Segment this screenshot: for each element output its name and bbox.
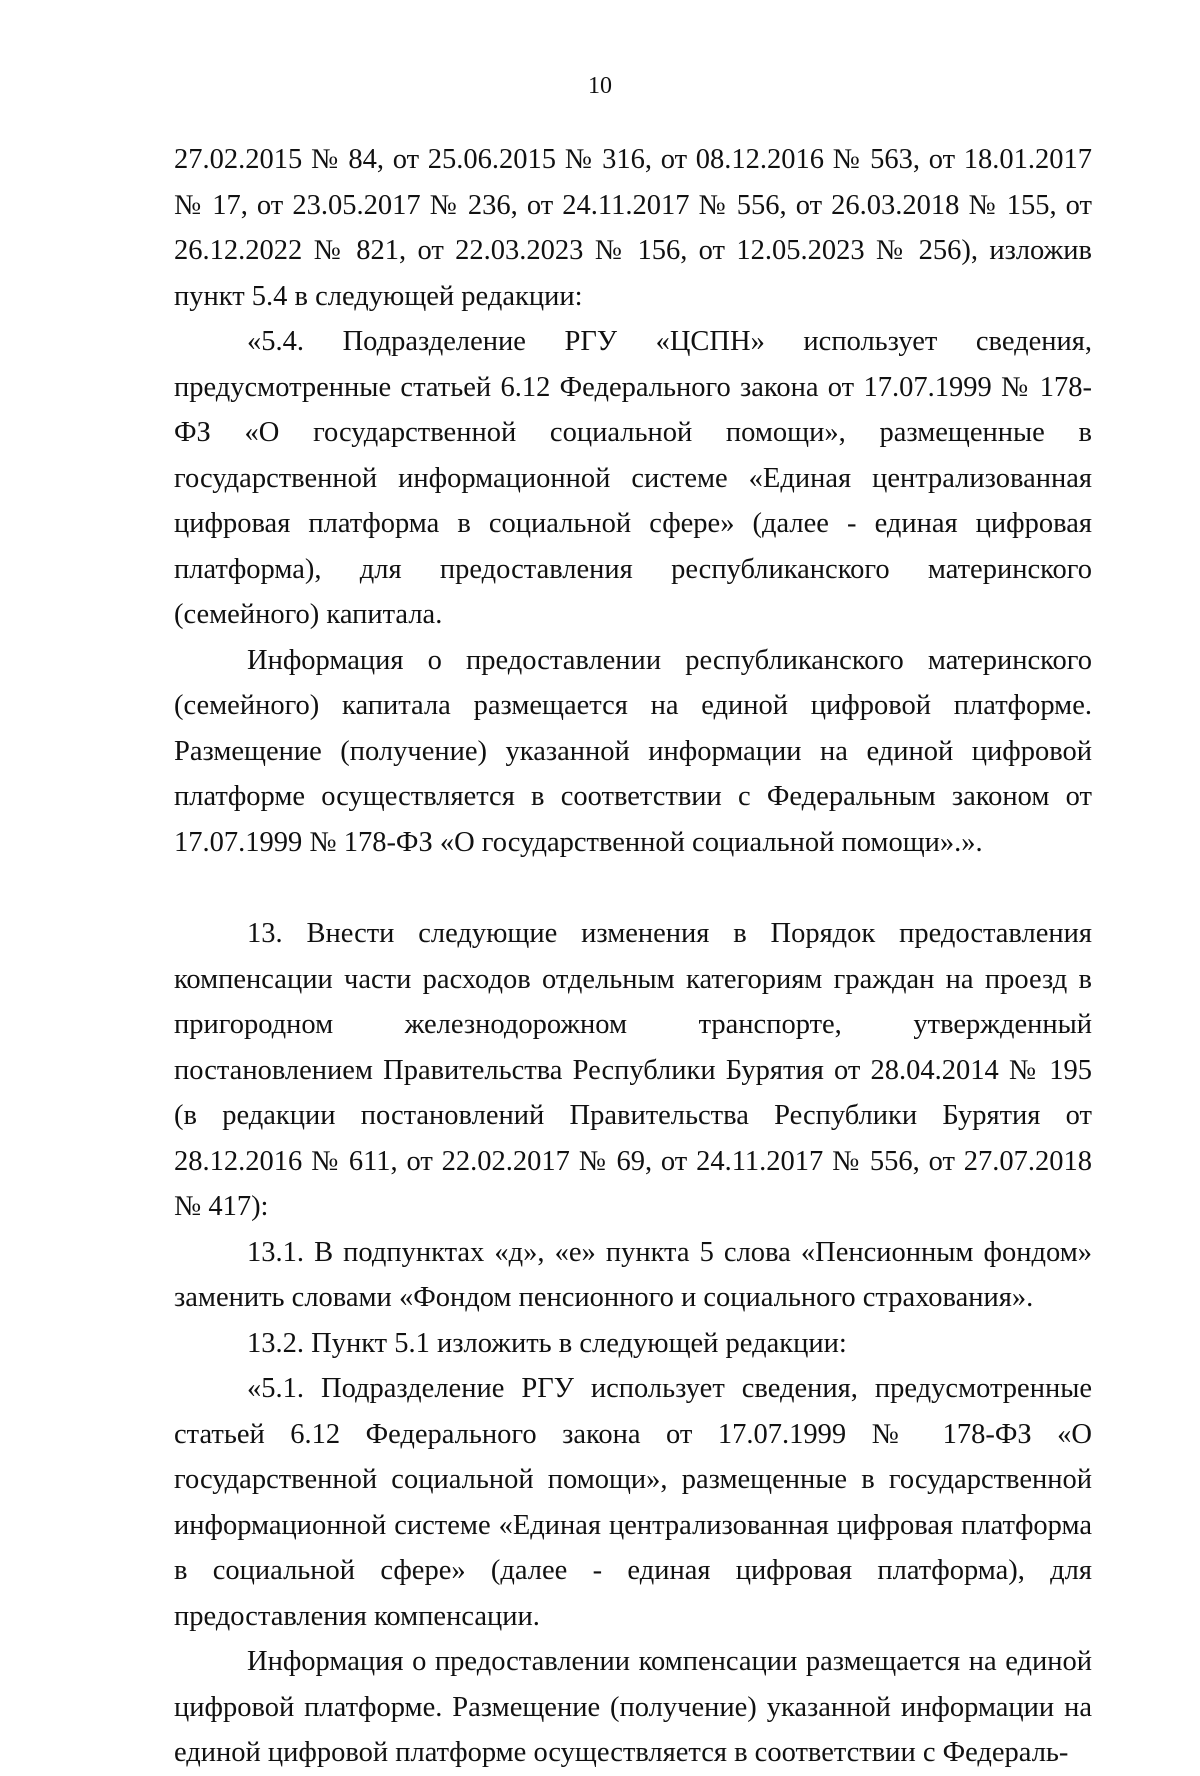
paragraph-capital-info: Информация о предоставлении республиканского материнского (семейного) капитала размещается на единой цифровой платформе. Размещение (получение) указанной информации на единой цифровой платформе осуществляется в соответствии с Федеральным законом от 17.07.1999 № 178-ФЗ «О государственной социальной помощи».». [174,644,1092,858]
paragraph-gap [174,865,1092,911]
paragraph-amendment-list: 27.02.2015 № 84, от 25.06.2015 № 316, от 08.12.2016 № 563, от 18.01.2017 № 17, от 23.05.2017 № 236, от 24.11.2017 № 556, от 26.03.2018 № 155, от 26.12.2022 № 821, от 22.03.2023 № 156, от 12.05.2023 № 256), изложив пункт 5.4 в следующей редакции: [174,144,1092,312]
paragraph-clause-5-4: «5.4. Подразделение РГУ «ЦСПН» использует сведения, предусмотренные статьей 6.12 Федерального закона от 17.07.1999 № 178-ФЗ «О государственной социальной помощи», размещенные в государственной информационной системе «Единая централизованная цифровая платформа в социальной сфере» (далее - единая цифровая платформа), для предоставления республиканского материнского (семейного) капитала. [174,326,1092,630]
paragraph-compensation-info: Информация о предоставлении компенсации размещается на единой цифровой платформе. Размещение (получение) указанной информации на единой цифровой платформе осуществляется в соответствии с Федераль- [174,1646,1092,1768]
paragraph-clause-5-1: «5.1. Подразделение РГУ использует сведения, предусмотренные статьей 6.12 Федерального закона от 17.07.1999 № 178-ФЗ «О государственной социальной помощи», размещенные в государственной информационной системе «Единая централизованная цифровая платформа в социальной сфере» (далее - единая цифровая платформа), для предоставления компенсации. [174,1373,1092,1632]
paragraph-item-13-2: 13.2. Пункт 5.1 изложить в следующей редакции: [247,1327,847,1359]
paragraph-item-13-1: 13.1. В подпунктах «д», «е» пункта 5 слова «Пенсионным фондом» заменить словами «Фондом пенсионного и социального страхования». [174,1236,1092,1313]
page-number: 10 [588,73,612,99]
paragraph-item-13: 13. Внести следующие изменения в Порядок предоставления компенсации части расходов отдельным категориям граждан на проезд в пригородном железнодорожном транспорте, утвержденный постановлением Правительства Республики Бурятия от 28.04.2014 № 195 (в редакции постановлений Правительства Республики Бурятия от 28.12.2016 № 611, от 22.02.2017 № 69, от 24.11.2017 № 556, от 27.07.2018 № 417): [174,918,1092,1222]
document-body [174,137,1092,1776]
